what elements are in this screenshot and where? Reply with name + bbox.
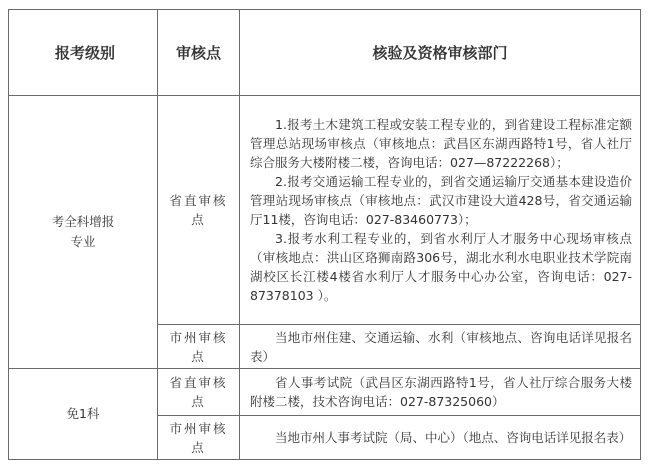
review-point-cell — [158, 325, 240, 369]
table-row — [9, 369, 641, 416]
department-cell — [240, 96, 641, 325]
department-text: 当地市州人事考试院（局、中心）（地点、咨询电话详见报名表） — [275, 430, 632, 445]
header-row — [9, 10, 641, 96]
department-cell — [240, 325, 641, 369]
review-point-cell — [158, 96, 240, 325]
header-dept: 核验及资格审核部门 — [240, 10, 641, 96]
review-point-label: 市州审核点 — [169, 329, 228, 364]
review-point-label: 省直审核点 — [169, 193, 228, 227]
qualification-review-table — [8, 9, 641, 460]
review-point-cell — [158, 416, 240, 460]
department-cell — [240, 416, 641, 460]
review-point-label: 市州审核点 — [169, 420, 228, 455]
table-row — [9, 96, 641, 325]
department-text: 1.报考土木建筑工程或安装工程专业的，到省建设工程标准定额管理总站现场审核点（审核地点：武昌区东湖西路特1号，省人社厅综合服务大楼附楼二楼，咨询电话：027—87222268）； — [250, 117, 632, 170]
category-label: 考全科增报专业 — [51, 214, 115, 249]
review-point-cell — [158, 369, 240, 416]
category-cell — [9, 96, 158, 369]
category-label: 免1科 — [66, 406, 100, 421]
header-level: 报考级别 — [9, 10, 158, 96]
department-cell — [240, 369, 641, 416]
department-text: 2.报考交通运输工程专业的，到省交通运输厅交通基本建设造价管理站现场审核点（审核地点：武汉市建设大道428号，省交通运输厅11楼，咨询电话：027-83460773）； — [250, 174, 632, 227]
department-text: 当地市州住建、交通运输、水利（审核地点、咨询电话详见报名表） — [250, 329, 632, 364]
header-point: 审核点 — [158, 10, 240, 96]
review-point-label: 省直审核点 — [169, 375, 228, 409]
department-text: 3.报考水利工程专业的，到省水利厅人才服务中心现场审核点（审核地点：洪山区珞狮南路306号，湖北水利水电职业技术学院南湖校区长江楼4楼省水利厅人才服务中心办公室，咨询电话：027-87378103 ）。 — [250, 231, 632, 303]
category-cell — [9, 369, 158, 460]
department-text: 省人事考试院（武昌区东湖西路特1号，省人社厅综合服务大楼附楼二楼，技术咨询电话：027-87325060） — [250, 375, 632, 409]
